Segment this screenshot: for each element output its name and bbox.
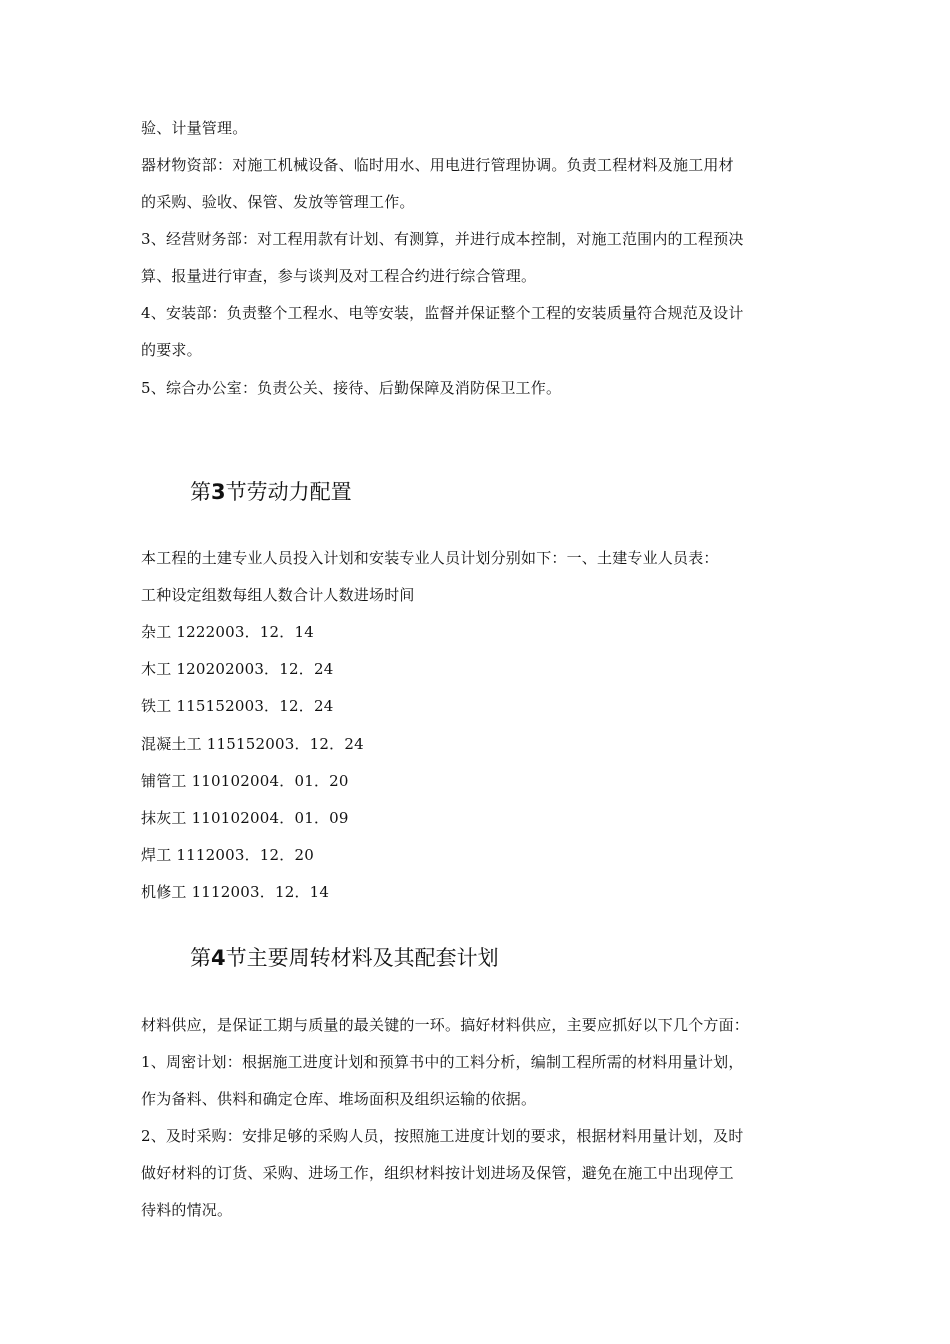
heading-title: 节主要周转材料及其配套计划 — [225, 946, 499, 970]
paragraph-line: 2、及时采购：安排足够的采购人员，按照施工进度计划的要求，根据材料用量计划，及时 — [141, 1127, 744, 1145]
heading-number: 3 — [211, 480, 226, 504]
paragraph-line: 的要求。 — [141, 341, 202, 359]
heading-number: 4 — [211, 946, 226, 970]
paragraph-line: 作为备料、供料和确定仓库、堆场面积及组织运输的依据。 — [141, 1090, 537, 1108]
section-heading-3 — [190, 478, 352, 506]
table-header-line: 工种设定组数每组人数合计人数进场时间 — [141, 586, 415, 604]
table-row: 铺管工 110102004．01．20 — [141, 772, 349, 790]
heading-prefix: 第 — [190, 480, 211, 504]
heading-title: 节劳动力配置 — [225, 480, 352, 504]
paragraph-line: 本工程的土建专业人员投入计划和安装专业人员计划分别如下：一、土建专业人员表： — [141, 549, 719, 567]
heading-prefix: 第 — [190, 946, 211, 970]
paragraph-line: 5、综合办公室：负责公关、接待、后勤保障及消防保卫工作。 — [141, 379, 562, 397]
paragraph-line: 器材物资部：对施工机械设备、临时用水、用电进行管理协调。负责工程材料及施工用材 — [141, 156, 734, 174]
table-row: 木工 120202003．12．24 — [141, 660, 334, 678]
table-row: 焊工 1112003．12．20 — [141, 846, 314, 864]
paragraph-line: 做好材料的订货、采购、进场工作，组织材料按计划进场及保管，避免在施工中出现停工 — [141, 1164, 734, 1182]
paragraph-line: 3、经营财务部：对工程用款有计划、有测算，并进行成本控制，对施工范围内的工程预决 — [141, 230, 744, 248]
section-heading-4 — [190, 944, 499, 972]
table-row: 机修工 1112003．12．14 — [141, 883, 330, 901]
paragraph-line: 待料的情况。 — [141, 1201, 233, 1219]
table-row: 铁工 115152003．12．24 — [141, 697, 334, 715]
paragraph-line: 1、周密计划：根据施工进度计划和预算书中的工料分析，编制工程所需的材料用量计划， — [141, 1053, 744, 1071]
paragraph-line: 4、安装部：负责整个工程水、电等安装，监督并保证整个工程的安装质量符合规范及设计 — [141, 304, 744, 322]
table-row: 抹灰工 110102004．01．09 — [141, 809, 349, 827]
table-row: 混凝土工 115152003．12．24 — [141, 735, 364, 753]
paragraph-line: 材料供应，是保证工期与质量的最关键的一环。搞好材料供应，主要应抓好以下几个方面： — [141, 1016, 750, 1034]
paragraph-line: 的采购、验收、保管、发放等管理工作。 — [141, 193, 415, 211]
paragraph-line: 算、报量进行审查，参与谈判及对工程合约进行综合管理。 — [141, 267, 537, 285]
table-row: 杂工 1222003．12．14 — [141, 623, 314, 641]
paragraph-line: 验、计量管理。 — [141, 119, 248, 137]
